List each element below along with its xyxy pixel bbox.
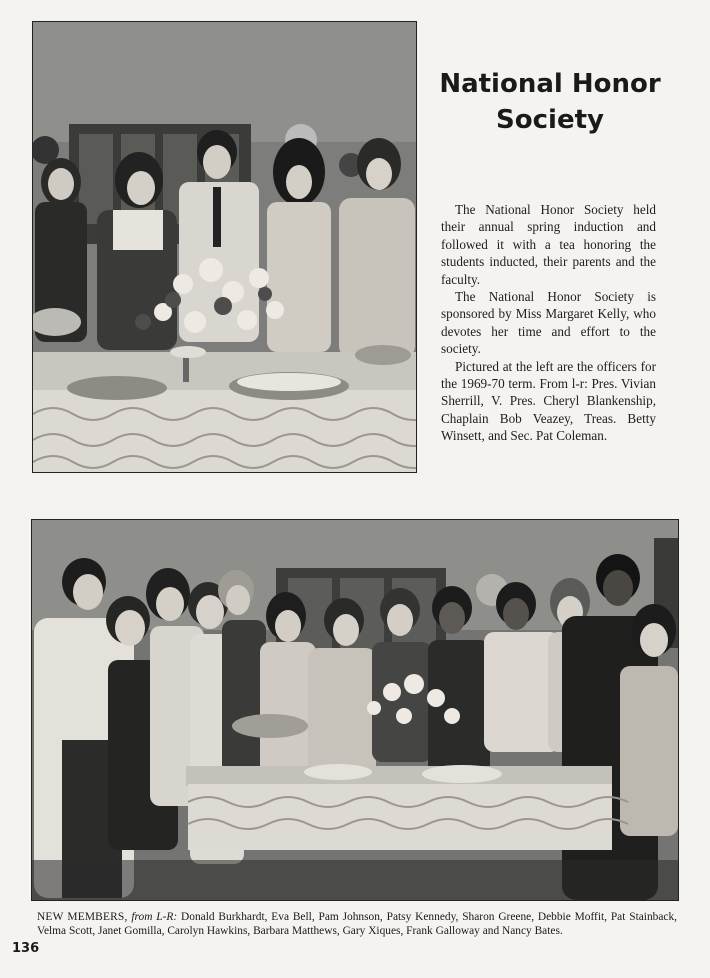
article-body (441, 201, 656, 445)
caption-names: Donald Burkhardt, Eva Bell, Pam Johnson, Patsy Kennedy, Sharon Greene, Debbie Moffit, Pat Stainback, Velma Scott, Janet Gomilla, Carolyn Hawkins, Barbara Matthews, Gary Xiques, Frank Galloway and Nancy Bates. (37, 911, 677, 937)
title-line-2: Society (496, 105, 604, 135)
photo-caption (37, 911, 677, 938)
body-paragraph: The National Honor Society held their annual spring induction and followed it with a tea honoring the students inducted, their parents and the faculty. (441, 202, 656, 287)
officers-photo-drawing (33, 22, 416, 472)
title-line-1: National Honor (439, 69, 661, 99)
caption-from: from L-R: (131, 911, 178, 923)
page-title (430, 66, 670, 138)
new-members-photo-drawing (32, 520, 678, 900)
body-paragraph: The National Honor Society is sponsored by Miss Margaret Kelly, who devotes her time and effort to the society. (441, 289, 656, 357)
page-number: 136 (12, 941, 40, 956)
officers-photo (32, 21, 417, 473)
caption-lead: NEW MEMBERS, (37, 911, 128, 923)
new-members-photo (31, 519, 679, 901)
body-paragraph: Pictured at the left are the officers for the 1969-70 term. From l-r: Pres. Vivian Sherrill, V. Pres. Cheryl Blankenship, Chaplain Bob Veazey, Treas. Betty Winsett, and Sec. Pat Coleman. (441, 358, 656, 444)
